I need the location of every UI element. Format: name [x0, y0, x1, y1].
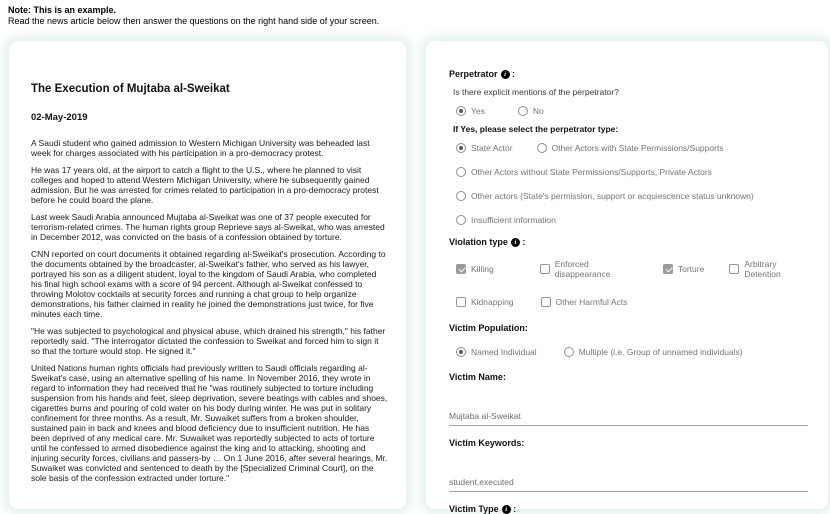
- checkbox-icon[interactable]: [729, 264, 739, 274]
- article-card: [8, 40, 407, 510]
- perpetrator-yes-no-group: [449, 106, 808, 116]
- radio-option-yes[interactable]: Yes: [456, 106, 485, 116]
- violation-type-label: Violation type i :: [449, 237, 526, 247]
- radio-icon[interactable]: [456, 106, 466, 116]
- radio-icon[interactable]: [456, 143, 466, 153]
- info-icon[interactable]: i: [501, 70, 510, 79]
- violation-type-row-1: [449, 259, 808, 279]
- violation-type-row-2: [449, 297, 808, 307]
- radio-option-multiple[interactable]: Multiple (i.e. Group of unnamed individuals): [564, 347, 743, 357]
- radio-icon[interactable]: [456, 167, 466, 177]
- radio-icon[interactable]: [456, 215, 466, 225]
- radio-option-insufficient-information[interactable]: Insufficient information: [456, 215, 556, 225]
- perpetrator-type-row-1: [449, 143, 808, 153]
- perpetrator-type-row-3: [449, 191, 808, 201]
- radio-option-no[interactable]: No: [518, 106, 544, 116]
- article-paragraph: United Nations human rights officials had previously written to Saudi officials regarding al-Sweikat's case, using an alternative spelling of his name. In November 2016, they wrote in regard to information they had received that he "was routinely subjected to torture including suspension from his hands and feet, sleep deprivation, severe beatings with cables and shoes, cigarettes burns and pouring of cold water on his body during winter. He was put in solitary confinement for three months. As a result, Mr. Suwaiket suffers from a broken shoulder, sustained pain in back and knees and blood deficiency due to insufficient nutrition. He has been deprived of any medical care. Mr. Suwaiket was reportedly subjected to acts of torture until he confessed to armed disobedience against the king and to attacking, shooting and injuring security forces, civilians and passers-by … On 1 June 2016, after several hearings, Mr. Suwaiket was convicted and sentenced to death by the [Specialized Criminal Court], on the sole basis of the confession extracted under torture.": [31, 363, 388, 483]
- victim-population-group: [449, 347, 808, 357]
- victim-keywords-input[interactable]: [449, 477, 808, 492]
- instruction-note: [8, 5, 379, 27]
- radio-icon[interactable]: [537, 143, 547, 153]
- radio-icon[interactable]: [456, 347, 466, 357]
- checkbox-option-kidnapping[interactable]: Kidnapping: [456, 297, 514, 307]
- victim-name-input[interactable]: [449, 411, 808, 426]
- checkbox-icon[interactable]: [541, 297, 551, 307]
- victim-name-label: Victim Name:: [449, 372, 506, 382]
- radio-option-other-actors-without-permissions[interactable]: Other Actors without State Permissions/Supports, Private Actors: [456, 167, 712, 177]
- info-icon[interactable]: i: [511, 238, 520, 247]
- checkbox-icon[interactable]: [456, 297, 466, 307]
- article-paragraph: "He was subjected to psychological and physical abuse, which drained his strength," his father reportedly said. "The interrogator dictated the confession to Sweikat and forced him to sign it so that the torture would stop. He signed it.": [31, 326, 386, 356]
- radio-option-named-individual[interactable]: Named Individual: [456, 347, 537, 357]
- article-paragraph: CNN reported on court documents it obtained regarding al-Sweikat's prosecution. According to the documents obtained by the broadcaster, al-Sweikat's father, who served as his lawyer, portrayed his son as a diligent student, loyal to the kingdom of Saudi Arabia, who completed his final high school exams with a score of 94 percent. Although al-Sweikat confessed to throwing Molotov cocktails at security forces and running a chat group to help organize demonstrations, his father claimed in reality he joined the demonstrations just twice, for five minutes each time.: [31, 249, 386, 319]
- checkbox-icon[interactable]: [456, 264, 466, 274]
- article-paragraph: A Saudi student who gained admission to Western Michigan University was beheaded last week for charges associated with his participation in a pro-democracy protest.: [31, 138, 370, 158]
- article-paragraph: He was 17 years old, at the airport to catch a flight to the U.S., where he planned to visit colleges and hoped to attend Western Michigan University, where he subsequently gained admission. But he was arrested for crimes related to participation in a pro-democracy protest before he could board the plane.: [31, 165, 379, 205]
- checkbox-option-killing[interactable]: Killing: [456, 264, 494, 274]
- perpetrator-label: Perpetrator i :: [449, 69, 516, 79]
- checkbox-option-other-harmful-acts[interactable]: Other Harmful Acts: [541, 297, 628, 307]
- radio-icon[interactable]: [456, 191, 466, 201]
- note-title: Note: This is an example.: [8, 5, 117, 15]
- note-body: Read the news article below then answer the questions on the right hand side of your screen.: [8, 16, 380, 26]
- checkbox-icon[interactable]: [663, 264, 673, 274]
- radio-icon[interactable]: [518, 106, 528, 116]
- perpetrator-type-question: If Yes, please select the perpetrator type:: [453, 124, 619, 134]
- perpetrator-type-row-4: [449, 215, 808, 225]
- checkbox-option-enforced-disappearance[interactable]: Enforced disappearance: [540, 259, 638, 279]
- victim-type-label: Victim Type i :: [449, 504, 517, 514]
- article: [9, 41, 406, 483]
- article-paragraph: Last week Saudi Arabia announced Mujtaba al-Sweikat was one of 37 people executed for terrorism-related crimes. The human rights group Reprieve says al-Sweikat, who was arrested in December 2012, was convicted on the basis of a confession obtained by torture.: [31, 212, 385, 242]
- form-card: [425, 40, 829, 514]
- checkbox-icon[interactable]: [540, 264, 550, 274]
- article-date: 02-May-2019: [31, 112, 88, 123]
- victim-population-label: Victim Population:: [449, 323, 528, 333]
- article-title: The Execution of Mujtaba al-Sweikat: [31, 83, 230, 95]
- info-icon[interactable]: i: [502, 505, 511, 514]
- victim-keywords-label: Victim Keywords:: [449, 438, 525, 448]
- radio-option-state-actor[interactable]: State Actor: [456, 143, 513, 153]
- annotation-form: [426, 41, 828, 514]
- perpetrator-question: Is there explicit mentions of the perpetrator?: [453, 87, 619, 97]
- radio-icon[interactable]: [564, 347, 574, 357]
- radio-option-other-actors-unknown[interactable]: Other actors (State's permission, support or acquiescence status unknown): [456, 191, 754, 201]
- checkbox-option-torture[interactable]: Torture: [663, 264, 704, 274]
- perpetrator-type-row-2: [449, 167, 808, 177]
- checkbox-option-arbitrary-detention[interactable]: Arbitrary Detention: [729, 259, 808, 279]
- radio-option-other-actors-with-permissions[interactable]: Other Actors with State Permissions/Supports: [537, 143, 724, 153]
